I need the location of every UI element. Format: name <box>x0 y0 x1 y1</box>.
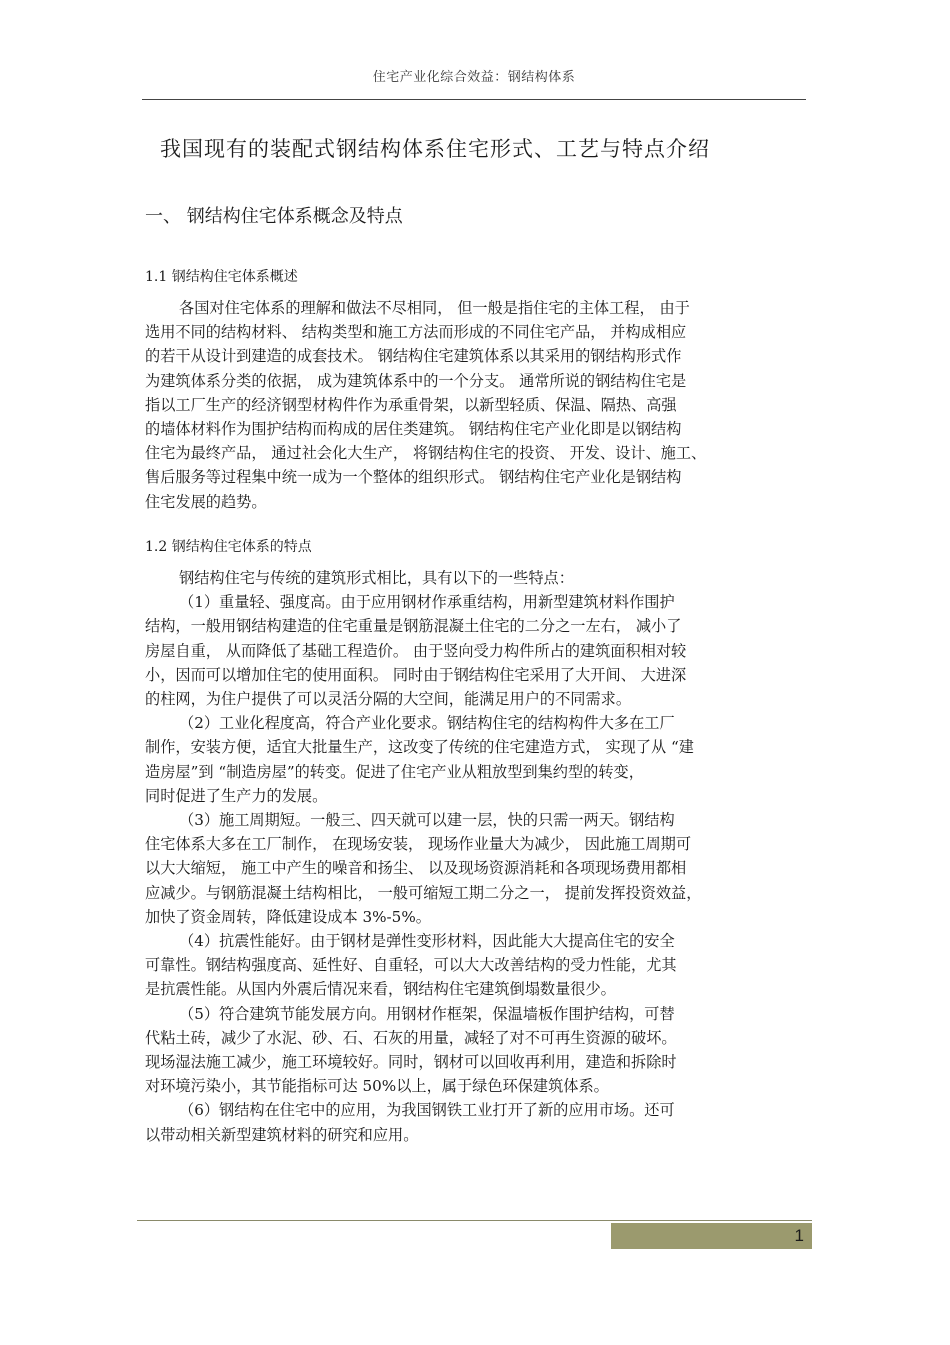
text-line: 住宅体系大多在工厂制作， 在现场安装， 现场作业量大为减少， 因此施工周期可 <box>145 835 692 854</box>
text-line: 是抗震性能。从国内外震后情况来看，钢结构住宅建筑倒塌数量很少。 <box>145 980 616 999</box>
text-line: 对环境污染小，其节能指标可达 50%以上，属于绿色环保建筑体系。 <box>145 1077 609 1096</box>
text-line: 选用不同的结构材料、 结构类型和施工方法而形成的不同住宅产品， 并构成相应 <box>145 323 687 342</box>
text-line: （4）抗震性能好。由于钢材是弹性变形材料，因此能大大提高住宅的安全 <box>179 932 675 951</box>
text-line: 同时促进了生产力的发展。 <box>145 786 328 805</box>
text-line: 住宅发展的趋势。 <box>145 492 267 511</box>
section-heading: 一、 钢结构住宅体系概念及特点 <box>145 206 403 227</box>
text-line: 代粘土砖，减少了水泥、砂、石、石灰的用量，减轻了对不可再生资源的破坏。 <box>145 1028 677 1047</box>
paragraph-features <box>145 566 805 1147</box>
paragraph-overview <box>145 296 805 514</box>
text-line: 应减少。与钢筋混凝土结构相比， 一般可缩短工期二分之一， 提前发挥投资效益， <box>145 883 702 902</box>
text-line: 可靠性。钢结构强度高、延性好、自重轻，可以大大改善结构的受力性能，尤其 <box>145 956 677 975</box>
text-line: 钢结构住宅与传统的建筑形式相比，具有以下的一些特点： <box>179 569 574 587</box>
page-number-box <box>611 1223 812 1249</box>
text-line: 售后服务等过程集中统一成为一个整体的组织形式。 钢结构住宅产业化是钢结构 <box>145 468 682 487</box>
text-line: 以带动相关新型建筑材料的研究和应用。 <box>145 1125 419 1144</box>
text-line: 小，因而可以增加住宅的使用面积。 同时由于钢结构住宅采用了大开间、 大进深 <box>145 665 687 684</box>
subsection-heading-1-1: 1.1 钢结构住宅体系概述 <box>145 269 298 285</box>
text-line: 的若干从设计到建造的成套技术。 钢结构住宅建筑体系以其采用的钢结构形式作 <box>145 347 682 366</box>
text-line: （2）工业化程度高，符合产业化要求。钢结构住宅的结构构件大多在工厂 <box>179 714 675 733</box>
text-line: （3）施工周期短。一般三、四天就可以建一层，快的只需一两天。钢结构 <box>179 811 675 830</box>
header-divider <box>142 99 806 100</box>
page-number: 1 <box>794 1226 804 1245</box>
text-line: （5）符合建筑节能发展方向。用钢材作框架，保温墙板作围护结构，可替 <box>179 1004 675 1023</box>
footer-divider <box>137 1220 812 1221</box>
text-line: 制作，安装方便，适宜大批量生产，这改变了传统的住宅建造方式， 实现了从 “建 <box>145 738 694 757</box>
text-line: （1）重量轻、强度高。由于应用钢材作承重结构，用新型建筑材料作围护 <box>179 593 675 612</box>
text-line: 现场湿法施工减少，施工环境较好。同时，钢材可以回收再利用，建造和拆除时 <box>145 1053 677 1072</box>
running-header: 住宅产业化综合效益：钢结构体系 <box>372 70 576 85</box>
text-line: 住宅为最终产品， 通过社会化大生产， 将钢结构住宅的投资、 开发、设计、施工、 <box>145 444 707 463</box>
text-line: 房屋自重， 从而降低了基础工程造价。 由于竖向受力构件所占的建筑面积相对较 <box>145 641 687 660</box>
text-line: 各国对住宅体系的理解和做法不尽相同， 但一般是指住宅的主体工程， 由于 <box>179 299 690 317</box>
text-line: 的柱网，为住户提供了可以灵活分隔的大空间，能满足用户的不同需求。 <box>145 690 631 709</box>
subsection-heading-1-2: 1.2 钢结构住宅体系的特点 <box>145 539 312 555</box>
text-line: 的墙体材料作为围护结构而构成的居住类建筑。 钢结构住宅产业化即是以钢结构 <box>145 420 682 439</box>
text-line: 指以工厂生产的经济钢型材构件作为承重骨架，以新型轻质、保温、隔热、高强 <box>145 395 677 414</box>
text-line: 以大大缩短， 施工中产生的噪音和扬尘、 以及现场资源消耗和各项现场费用都相 <box>145 859 687 878</box>
document-title: 我国现有的装配式钢结构体系住宅形式、工艺与特点介绍 <box>160 137 710 161</box>
text-line: 造房屋”到 “制造房屋”的转变。促进了住宅产业从粗放型到集约型的转变， <box>145 762 644 781</box>
text-line: 为建筑体系分类的依据， 成为建筑体系中的一个分支。 通常所说的钢结构住宅是 <box>145 371 687 390</box>
text-line: 加快了资金周转，降低建设成本 3%-5%。 <box>145 907 431 926</box>
text-line: 结构，一般用钢结构建造的住宅重量是钢筋混凝土住宅的二分之一左右， 减小了 <box>145 617 682 636</box>
text-line: （6）钢结构在住宅中的应用，为我国钢铁工业打开了新的应用市场。还可 <box>179 1101 675 1120</box>
